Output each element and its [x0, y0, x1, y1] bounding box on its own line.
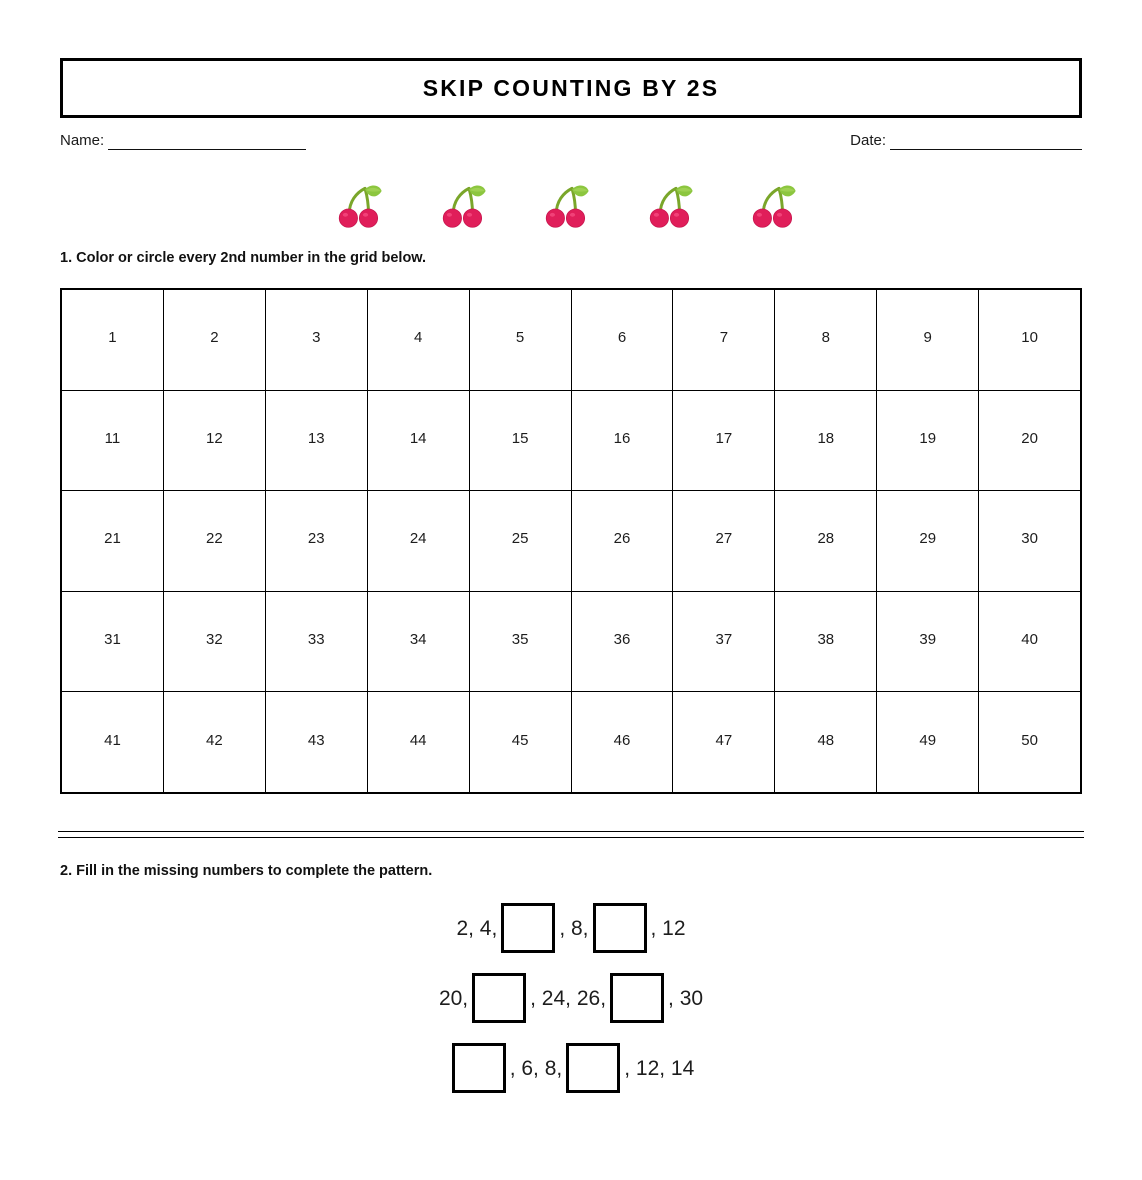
pattern-answer-box[interactable] [452, 1043, 506, 1093]
pattern-answer-box[interactable] [566, 1043, 620, 1093]
grid-cell[interactable]: 48 [775, 692, 877, 792]
instruction-2: 2. Fill in the missing numbers to complete the pattern. [60, 863, 433, 879]
grid-cell[interactable]: 26 [572, 491, 674, 591]
grid-cell[interactable]: 39 [877, 592, 979, 692]
grid-row [62, 491, 1080, 592]
grid-cell[interactable]: 4 [368, 290, 470, 390]
grid-cell[interactable]: 15 [470, 391, 572, 491]
grid-cell[interactable]: 38 [775, 592, 877, 692]
grid-cell[interactable]: 41 [62, 692, 164, 792]
grid-cell[interactable]: 30 [1021, 530, 1038, 548]
name-field-group [60, 126, 306, 150]
grid-cell[interactable]: 28 [775, 491, 877, 591]
cherries-icon [330, 177, 386, 233]
grid-cell[interactable]: 31 [62, 592, 164, 692]
pattern-text: , 6, 8, [509, 1056, 563, 1080]
grid-cell[interactable]: 37 [673, 592, 775, 692]
grid-cell[interactable]: 36 [572, 592, 674, 692]
grid-cell[interactable]: 13 [266, 391, 368, 491]
pattern-exercises [60, 893, 1082, 1103]
pattern-answer-box[interactable] [610, 973, 664, 1023]
grid-cell[interactable]: 9 [877, 290, 979, 390]
grid-cell[interactable]: 22 [164, 491, 266, 591]
pattern-text: , 24, 26, [530, 986, 607, 1010]
grid-cell[interactable]: 35 [470, 592, 572, 692]
pattern-text: 2, 4, [456, 916, 498, 940]
grid-cell[interactable]: 12 [164, 391, 266, 491]
grid-cell[interactable]: 24 [368, 491, 470, 591]
grid-cell[interactable]: 32 [164, 592, 266, 692]
grid-cell[interactable]: 5 [470, 290, 572, 390]
grid-cell[interactable]: 21 [62, 491, 164, 591]
number-grid [60, 288, 1082, 794]
grid-cell[interactable]: 27 [673, 491, 775, 591]
grid-row [62, 592, 1080, 693]
pattern-row [60, 963, 1082, 1033]
cherry-decoration-row [330, 176, 800, 234]
grid-cell[interactable]: 1 [62, 290, 164, 390]
instruction-1: 1. Color or circle every 2nd number in the grid below. [60, 250, 427, 266]
grid-row [62, 290, 1080, 391]
grid-cell[interactable]: 45 [470, 692, 572, 792]
grid-cell[interactable]: 3 [266, 290, 368, 390]
pattern-answer-box[interactable] [501, 903, 555, 953]
cherries-icon [641, 177, 697, 233]
grid-cell[interactable]: 17 [673, 391, 775, 491]
pattern-answer-box[interactable] [472, 973, 526, 1023]
grid-cell[interactable]: 43 [266, 692, 368, 792]
grid-cell[interactable]: 44 [368, 692, 470, 792]
grid-cell[interactable]: 10 [1021, 329, 1038, 347]
grid-cell[interactable]: 23 [266, 491, 368, 591]
name-label: Name: [60, 132, 105, 149]
grid-cell[interactable]: 33 [266, 592, 368, 692]
title-banner [60, 58, 1082, 118]
name-date-row [60, 126, 1082, 150]
pattern-row [60, 1033, 1082, 1103]
grid-cell[interactable]: 19 [877, 391, 979, 491]
cherries-icon [537, 177, 593, 233]
date-field-group [850, 126, 1082, 150]
grid-cell[interactable]: 18 [775, 391, 877, 491]
grid-cell[interactable]: 16 [572, 391, 674, 491]
grid-cell[interactable]: 40 [1021, 631, 1038, 649]
name-input-line[interactable] [108, 135, 306, 150]
grid-cell[interactable]: 20 [1021, 429, 1038, 447]
pattern-text: , 30 [668, 986, 704, 1010]
grid-row [62, 391, 1080, 492]
grid-cell[interactable]: 49 [877, 692, 979, 792]
section-divider [58, 831, 1084, 838]
grid-cell[interactable]: 29 [877, 491, 979, 591]
grid-cell[interactable]: 8 [775, 290, 877, 390]
grid-cell[interactable]: 2 [164, 290, 266, 390]
grid-cell[interactable]: 46 [572, 692, 674, 792]
pattern-text: 20, [438, 986, 469, 1010]
cherries-icon [744, 177, 800, 233]
grid-cell[interactable]: 6 [572, 290, 674, 390]
pattern-answer-box[interactable] [593, 903, 647, 953]
grid-cell[interactable]: 47 [673, 692, 775, 792]
grid-row [62, 692, 1080, 792]
grid-cell[interactable]: 11 [62, 391, 164, 491]
date-label: Date: [850, 132, 886, 149]
date-input-line[interactable] [890, 135, 1082, 150]
pattern-text: , 12, 14 [624, 1056, 695, 1080]
pattern-row [60, 893, 1082, 963]
pattern-text: , 8, [559, 916, 589, 940]
grid-cell[interactable]: 14 [368, 391, 470, 491]
grid-cell[interactable]: 42 [164, 692, 266, 792]
cherries-icon [434, 177, 490, 233]
page-title: SKIP COUNTING BY 2S [422, 74, 720, 101]
grid-cell[interactable]: 7 [673, 290, 775, 390]
grid-cell[interactable]: 50 [1021, 731, 1038, 749]
grid-cell[interactable]: 34 [368, 592, 470, 692]
grid-cell[interactable]: 25 [470, 491, 572, 591]
pattern-text: , 12 [650, 916, 686, 940]
